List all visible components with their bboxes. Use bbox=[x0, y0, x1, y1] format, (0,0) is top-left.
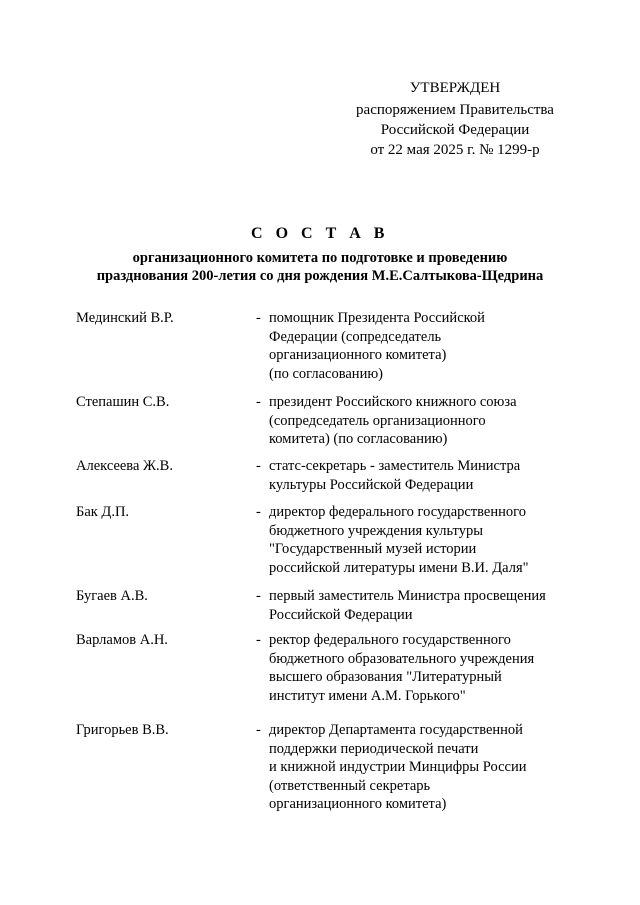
role-line: комитета) (по согласованию) bbox=[269, 431, 448, 447]
document-title: С О С Т А В bbox=[251, 225, 389, 242]
role-line: (ответственный секретарь bbox=[269, 777, 431, 794]
subtitle-line: празднования 200-летия со дня рождения М.Е.Салтыкова-Щедрина bbox=[96, 268, 544, 284]
role-line: организационного комитета) bbox=[269, 347, 447, 363]
role-line: президент Российского книжного союза bbox=[269, 394, 517, 410]
role-line: директор федерального государственного bbox=[269, 504, 526, 520]
member-entry bbox=[76, 309, 576, 393]
role-line: организационного комитета) bbox=[269, 796, 447, 812]
member-name: Мединский В.Р. bbox=[76, 310, 174, 326]
member-role bbox=[269, 631, 569, 705]
role-line: директор Департамента государственной bbox=[269, 722, 523, 738]
role-line: первый заместитель Министра просвещения bbox=[269, 588, 546, 604]
member-entry bbox=[76, 721, 576, 817]
role-line: Российской Федерации bbox=[269, 606, 413, 623]
approval-line: Российской Федерации bbox=[380, 122, 530, 138]
role-line: российской литературы имени В.И. Даля" bbox=[269, 559, 529, 576]
role-line: статс-секретарь - заместитель Министра bbox=[269, 458, 521, 474]
member-name: Степашин С.В. bbox=[76, 394, 170, 410]
subtitle-line: организационного комитета по подготовке и проведению bbox=[132, 250, 508, 266]
member-role bbox=[269, 503, 569, 577]
member-dash: - bbox=[256, 504, 261, 520]
role-line: бюджетного учреждения культуры bbox=[269, 522, 483, 539]
role-line: и книжной индустрии Минцифры России bbox=[269, 759, 527, 775]
role-line: бюджетного образовательного учреждения bbox=[269, 650, 535, 667]
member-name: Алексеева Ж.В. bbox=[76, 458, 173, 474]
member-role bbox=[269, 393, 569, 449]
role-line: ректор федерального государственного bbox=[269, 632, 511, 648]
member-entry bbox=[76, 457, 576, 503]
member-role bbox=[269, 587, 569, 624]
approval-block bbox=[340, 78, 570, 160]
approval-line: от 22 мая 2025 г. № 1299-р bbox=[370, 142, 540, 158]
role-line: (по согласованию) bbox=[269, 365, 383, 382]
role-line: Федерации (сопредседатель bbox=[269, 328, 442, 345]
member-entry bbox=[76, 587, 576, 631]
member-name: Бугаев А.В. bbox=[76, 588, 148, 604]
member-name: Бак Д.П. bbox=[76, 504, 130, 520]
member-dash: - bbox=[256, 632, 261, 648]
members-list bbox=[76, 309, 576, 817]
member-dash: - bbox=[256, 588, 261, 604]
role-line: институт имени А.М. Горького" bbox=[269, 687, 466, 704]
member-dash: - bbox=[256, 722, 261, 738]
role-line: высшего образования "Литературный bbox=[269, 669, 502, 685]
member-entry bbox=[76, 503, 576, 587]
approval-line: распоряжением Правительства bbox=[356, 102, 554, 118]
document-subtitle bbox=[60, 249, 580, 285]
role-line: "Государственный музей истории bbox=[269, 541, 477, 557]
member-dash: - bbox=[256, 310, 261, 326]
member-role bbox=[269, 457, 569, 494]
role-line: культуры Российской Федерации bbox=[269, 476, 474, 493]
role-line: помощник Президента Российской bbox=[269, 310, 485, 326]
member-name: Григорьев В.В. bbox=[76, 722, 169, 738]
approval-heading: УТВЕРЖДЕН bbox=[409, 80, 501, 96]
member-entry bbox=[76, 393, 576, 457]
member-role bbox=[269, 721, 569, 814]
member-role bbox=[269, 309, 569, 383]
member-dash: - bbox=[256, 394, 261, 410]
role-line: поддержки периодической печати bbox=[269, 740, 479, 757]
member-name: Варламов А.Н. bbox=[76, 632, 168, 648]
role-line: (сопредседатель организационного bbox=[269, 412, 486, 429]
member-dash: - bbox=[256, 458, 261, 474]
member-entry bbox=[76, 631, 576, 721]
